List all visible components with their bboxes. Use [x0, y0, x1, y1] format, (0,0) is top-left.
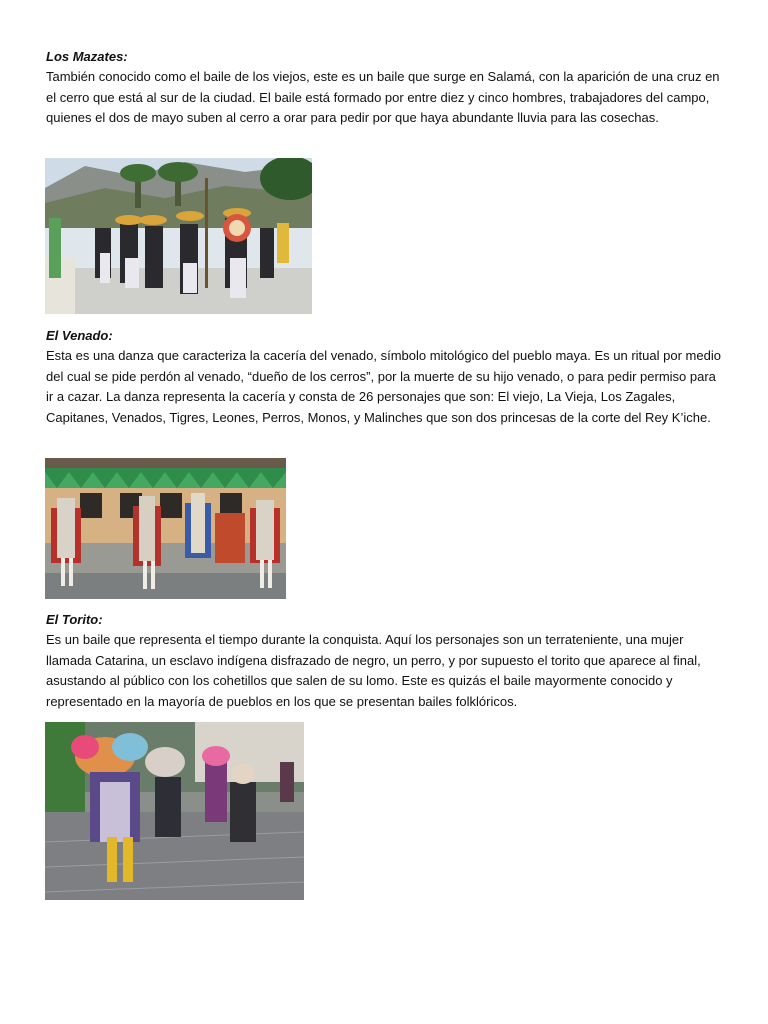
section-text-mazates: También conocido como el baile de los viejos, este es un baile que surge en Salamá, con la aparición de una cruz en el cerro que está al sur de la ciudad. El baile está formado por entre diez y cinco hombres, trabajadores del campo, quienes el dos de mayo suben al cerro a orar para pedir por que haya abundante lluvia para las cosechas. [46, 69, 720, 126]
photo-mazates-dancers [45, 158, 312, 314]
section-text-torito: Es un baile que representa el tiempo durante la conquista. Aquí los personajes son un terrateniente, una mujer llamada Catarina, un esclavo indígena disfrazado de negro, un perro, y por supuesto el torito que aparece al final, asustando al público con los cohetillos que salen de su lomo. Este es quizás el baile mayormente conocido y representado en la mayoría de pueblos en los que se presentan bailes folklóricos. [46, 632, 701, 709]
section-title-mazates: Los Mazates: [46, 49, 128, 64]
section-title-torito: El Torito: [46, 612, 103, 627]
photo-venado-dancers [45, 458, 286, 599]
photo-torito-dancers [45, 722, 304, 900]
section-title-venado: El Venado: [46, 328, 113, 343]
section-text-venado: Esta es una danza que caracteriza la cacería del venado, símbolo mitológico del pueblo maya. Es un ritual por medio del cual se pide perdón al venado, “dueño de los cerros”, por la muerte de su hijo venado, o para pedir permiso para ir a cazar. La danza representa la cacería y consta de 26 personajes que son: El viejo, La Vieja, Los Zagales, Capitanes, Venados, Tigres, Leones, Perros, Monos, y Malinches que son dos princesas de la corte del Rey K’iche. [46, 348, 721, 425]
